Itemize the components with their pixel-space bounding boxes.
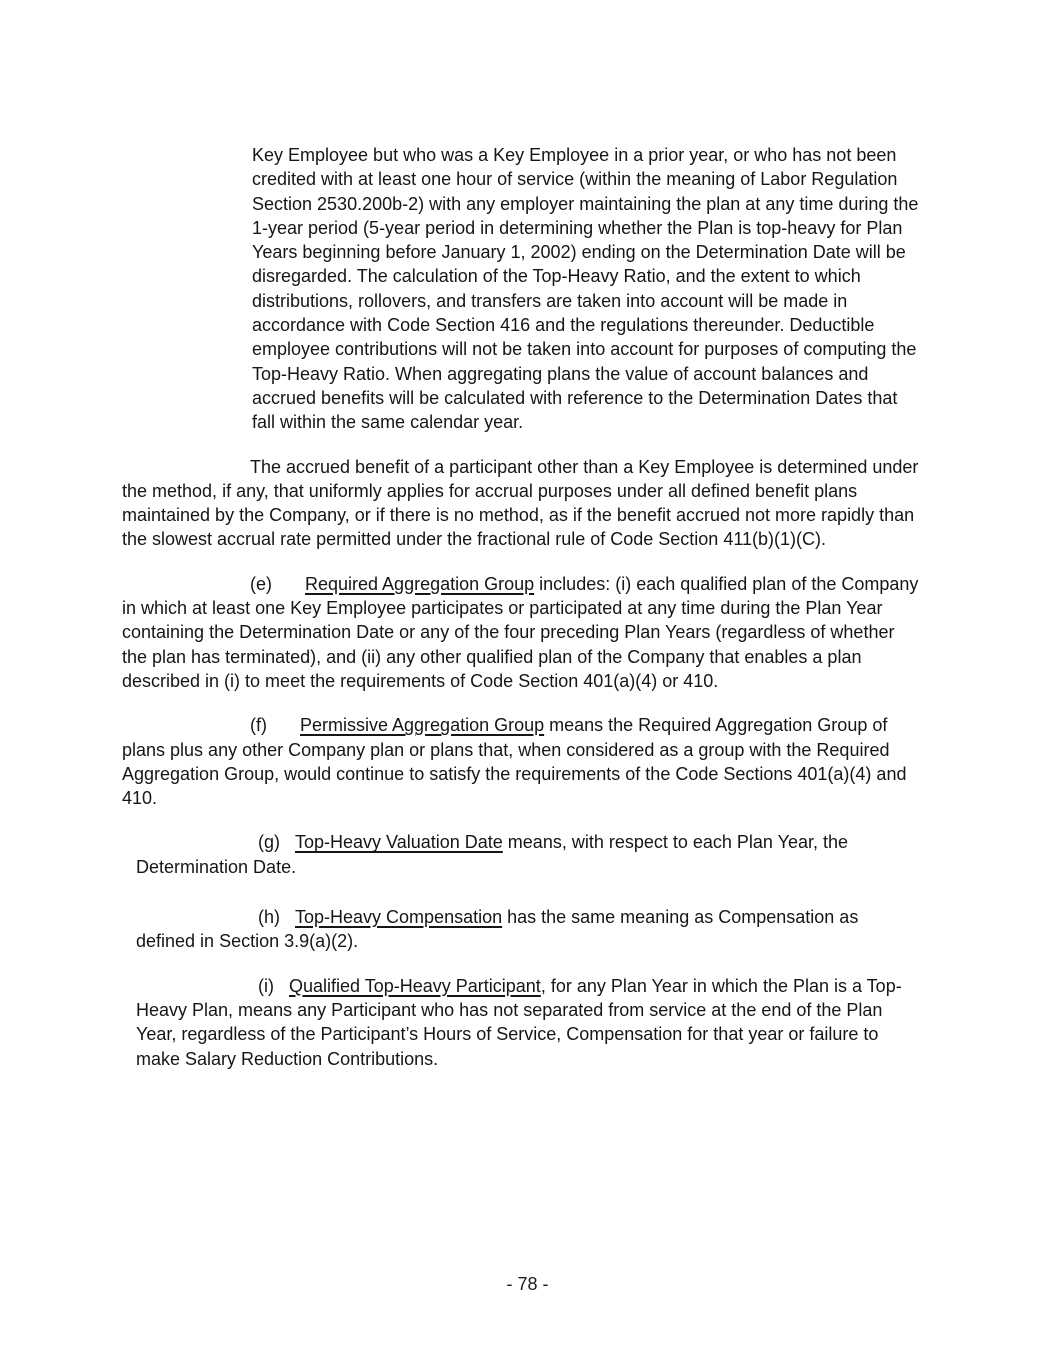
definition-h-label: (h) bbox=[258, 907, 280, 928]
definition-g-text: means, with respect to each Plan Year, the Determination Date. bbox=[136, 832, 849, 877]
definition-g-label: (g) bbox=[258, 832, 280, 853]
definition-h-text: has the same meaning as Compensation as defined in Section 3.9(a)(2). bbox=[136, 907, 859, 952]
document-content bbox=[122, 143, 922, 1091]
paragraph-accrued-benefit: The accrued benefit of a participant other than a Key Employee is determined under the method, if any, that uniformly applies for accrual purposes under all defined benefit plans maintained by the Company, or if there is no method, as if the benefit accrued not more rapidly than the slowest accrual rate permitted under the fractional rule of Code Section 411(b)(1)(C). bbox=[122, 456, 919, 550]
definition-f-text: means the Required Aggregation Group of plans plus any other Company plan or plans that, when considered as a group with the Required Aggregation Group, would continue to satisfy the requirements of the Code Sections 401(a)(4) and 410. bbox=[122, 715, 907, 809]
definition-i-term: Qualified Top-Heavy Participant bbox=[289, 975, 541, 996]
definition-e-text: includes: (i) each qualified plan of the Company in which at least one Key Employee participates or participated at any time during the Plan Year containing the Determination Date or any of the four preceding Plan Years (regardless of whether the plan has terminated), and (ii) any other qualified plan of the Company that enables a plan described in (i) to meet the requirements of Code Section 401(a)(4) or 410. bbox=[122, 573, 919, 691]
definition-f-label: (f) bbox=[250, 715, 267, 736]
definition-i-label: (i) bbox=[258, 975, 274, 996]
definition-h-term: Top-Heavy Compensation bbox=[295, 907, 503, 928]
definition-i-text: , for any Plan Year in which the Plan is a Top-Heavy Plan, means any Participant who has not separated from service at the end of the Plan Year, regardless of the Participant’s Hours of Service, Compensation for that year or failure to make Salary Reduction Contributions. bbox=[136, 975, 902, 1069]
definition-e-term: Required Aggregation Group bbox=[305, 573, 535, 594]
definition-f-term: Permissive Aggregation Group bbox=[300, 715, 545, 736]
definition-e-label: (e) bbox=[250, 573, 272, 594]
definition-h bbox=[136, 905, 922, 954]
definition-f bbox=[122, 713, 922, 810]
continuation-paragraph: Key Employee but who was a Key Employee in a prior year, or who has not been credited with at least one hour of service (within the meaning of Labor Regulation Section 2530.200b-2) with any employer maintaining the plan at any time during the 1-year period (5-year period in determining whether the Plan is top-heavy for Plan Years beginning before January 1, 2002) ending on the Determination Date will be disregarded. The calculation of the Top-Heavy Ratio, and the extent to which distributions, rollovers, and transfers are taken into account will be made in accordance with Code Section 416 and the regulations thereunder. Deductible employee contributions will not be taken into account for purposes of computing the Top-Heavy Ratio. When aggregating plans the value of account balances and accrued benefits will be calculated with reference to the Determination Dates that fall within the same calendar year. bbox=[252, 145, 919, 433]
definition-e bbox=[122, 572, 922, 693]
page-number: - 78 - bbox=[506, 1274, 549, 1294]
definition-i bbox=[136, 974, 922, 1071]
definition-g bbox=[136, 830, 922, 879]
definition-g-term: Top-Heavy Valuation Date bbox=[295, 832, 503, 853]
